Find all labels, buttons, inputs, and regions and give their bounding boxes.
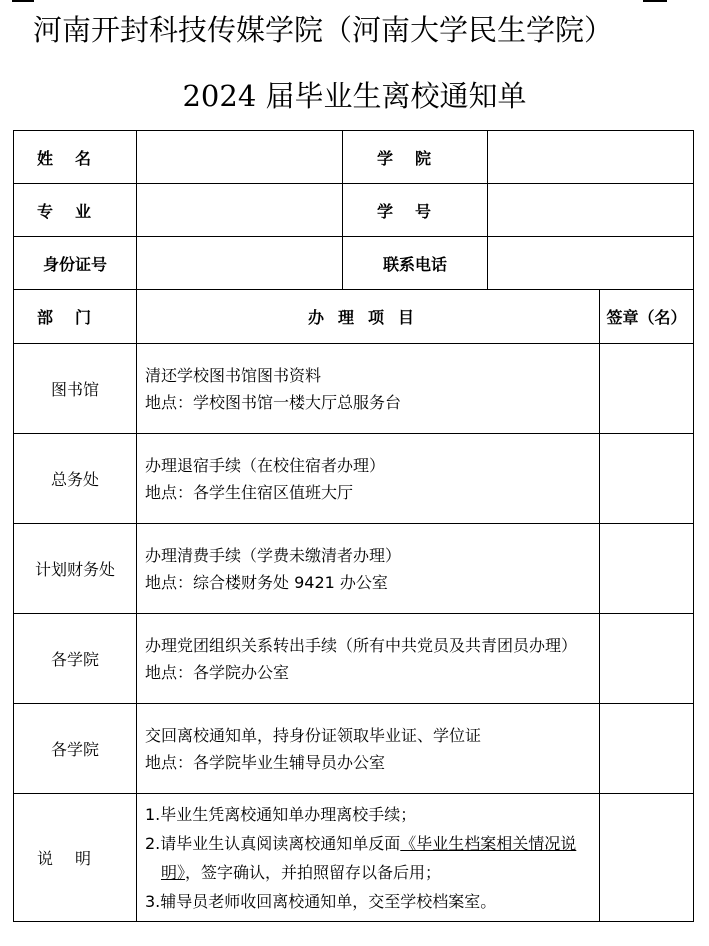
task-cell: [137, 614, 600, 704]
signature-cell[interactable]: [600, 434, 694, 524]
task-text: 清还学校图书馆图书资料: [145, 365, 322, 385]
top-right-rule: [643, 0, 667, 2]
archive-doc-reference-end: 明》: [161, 862, 186, 882]
note-line-4: 3.辅导员老师收回离校通知单，交至学校档案室。: [145, 891, 497, 911]
info-row-id: [14, 237, 694, 290]
id-card-field[interactable]: [137, 237, 343, 290]
college-label: 学院: [343, 131, 488, 184]
phone-label: 联系电话: [343, 237, 488, 290]
student-id-label: 学号: [343, 184, 488, 237]
task-text: 交回离校通知单，持身份证领取毕业证、学位证: [145, 725, 482, 745]
location-text: 地点：综合楼财务处 9421 办公室: [145, 572, 388, 592]
note-line-2-text: 2.请毕业生认真阅读离校通知单反面: [145, 833, 401, 853]
location-text: 地点：各学生住宿区值班大厅: [145, 482, 354, 502]
info-row-name: [14, 131, 694, 184]
signature-cell[interactable]: [600, 704, 694, 794]
location-text: 地点：各学院办公室: [145, 662, 290, 682]
note-line-3-text: ，签字确认，并拍照留存以备后用；: [185, 862, 442, 882]
location-text: 地点：各学院毕业生辅导员办公室: [145, 752, 386, 772]
school-title: 河南开封科技传媒学院（河南大学民生学院）: [33, 13, 614, 47]
student-id-field[interactable]: [488, 184, 694, 237]
top-left-rule: [12, 0, 34, 2]
location-text: 地点：学校图书馆一楼大厅总服务台: [145, 392, 402, 412]
signature-cell[interactable]: [600, 524, 694, 614]
task-cell: [137, 434, 600, 524]
task-text: 办理党团组织关系转出手续（所有中共党员及共青团员办理）: [145, 635, 578, 655]
table-row: [14, 434, 694, 524]
department-cell: 各学院: [14, 614, 137, 704]
task-text: 办理退宿手续（在校住宿者办理）: [145, 455, 386, 475]
task-text: 办理清费手续（学费未缴清者办理）: [145, 545, 402, 565]
notes-label: 说明: [14, 794, 137, 922]
phone-field[interactable]: [488, 237, 694, 290]
notes-row: [14, 794, 694, 922]
table-row: [14, 344, 694, 434]
college-field[interactable]: [488, 131, 694, 184]
signature-cell[interactable]: [600, 344, 694, 434]
items-header: 办理项目: [137, 290, 600, 344]
department-header: 部门: [14, 290, 137, 344]
notes-cell: [137, 794, 600, 922]
task-cell: [137, 344, 600, 434]
task-cell: [137, 704, 600, 794]
header-row: [14, 290, 694, 344]
info-row-major: [14, 184, 694, 237]
department-cell: 图书馆: [14, 344, 137, 434]
signature-header: 签章（名）: [600, 290, 694, 344]
major-field[interactable]: [137, 184, 343, 237]
signature-cell[interactable]: [600, 614, 694, 704]
note-line-2: [145, 829, 599, 858]
major-label: 专业: [14, 184, 137, 237]
table-row: [14, 614, 694, 704]
department-cell: 计划财务处: [14, 524, 137, 614]
notes-signature-cell: [600, 794, 694, 922]
archive-doc-reference: 《毕业生档案相关情况说: [400, 833, 577, 853]
departure-form-table: [13, 130, 694, 922]
document-title: 2024 届毕业生离校通知单: [182, 79, 527, 113]
department-cell: 各学院: [14, 704, 137, 794]
table-row: [14, 524, 694, 614]
note-line-3: [145, 858, 599, 887]
name-field[interactable]: [137, 131, 343, 184]
note-line-1: 1.毕业生凭离校通知单办理离校手续；: [145, 804, 417, 824]
name-label: 姓名: [14, 131, 137, 184]
table-row: [14, 704, 694, 794]
task-cell: [137, 524, 600, 614]
id-card-label: 身份证号: [14, 237, 137, 290]
department-cell: 总务处: [14, 434, 137, 524]
